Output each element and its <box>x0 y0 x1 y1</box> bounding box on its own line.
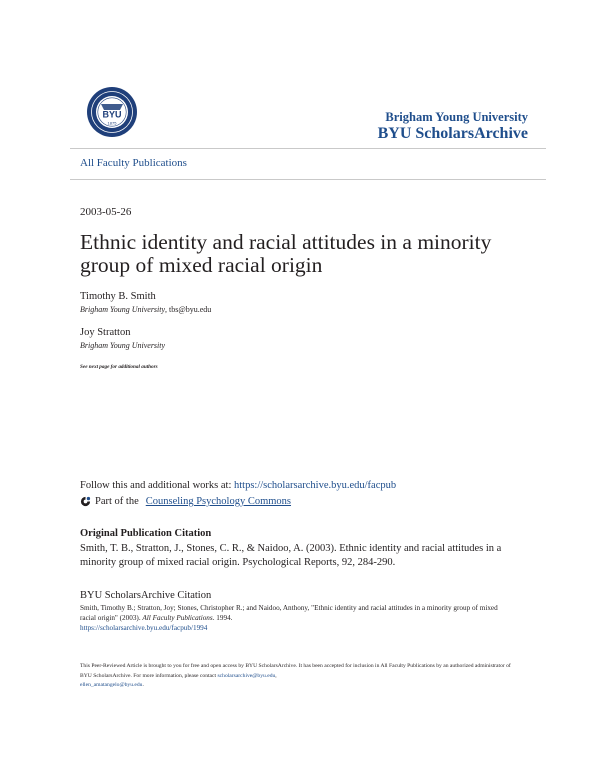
repository-name[interactable]: BYU ScholarsArchive <box>377 125 528 143</box>
collection-link[interactable]: All Faculty Publications <box>80 157 187 169</box>
part-of-line: Part of the Counseling Psychology Commons <box>80 496 291 507</box>
footer-access-note: This Peer-Reviewed Article is brought to you for free and open access by BYU ScholarsArchive. It has been accepted for inclusion in All Faculty Publications by an authorized administrator of BYU ScholarsArchive. For more information, please contact scholarsarchive@byu.edu, ellen_amatangelo@byu.edu. <box>80 663 511 688</box>
author-affiliation: Brigham Young University, tbs@byu.edu <box>80 305 212 314</box>
journal-name: All Faculty Publications <box>142 614 213 622</box>
facpub-link[interactable]: https://scholarsarchive.byu.edu/facpub <box>234 480 397 491</box>
original-citation-heading: Original Publication Citation <box>80 528 212 539</box>
citation-url-link[interactable]: https://scholarsarchive.byu.edu/facpub/1994 <box>80 624 208 632</box>
counseling-psychology-commons-link[interactable]: Counseling Psychology Commons <box>145 496 292 507</box>
seal-text: BYU <box>102 109 122 120</box>
divider-bottom <box>70 179 546 180</box>
publication-date: 2003-05-26 <box>80 206 132 218</box>
author-name: Timothy B. Smith <box>80 291 156 302</box>
seal-year: 1875 <box>107 120 117 126</box>
article-title: Ethnic identity and racial attitudes in a minority group of mixed racial origin <box>80 230 492 277</box>
follow-line: Follow this and additional works at: https://scholarsarchive.byu.edu/facpub <box>80 480 397 491</box>
institution-name: Brigham Young University <box>385 110 528 124</box>
see-next-page-note: See next page for additional authors <box>80 364 158 370</box>
original-citation-text: Smith, T. B., Stratton, J., Stones, C. R., & Naidoo, A. (2003). Ethnic identity and racial attitudes in a minority group of mixed racial origin. Psychological Reports, 92, 284-290. <box>80 543 502 568</box>
institution-header <box>378 111 528 143</box>
author-name: Joy Stratton <box>80 327 131 338</box>
author-email: , tbs@byu.edu <box>165 305 212 314</box>
byu-citation-heading: BYU ScholarsArchive Citation <box>80 590 212 601</box>
university-seal-logo <box>86 86 138 138</box>
divider-top <box>70 148 546 149</box>
contact-email-link[interactable]: scholarsarchive@byu.edu <box>217 672 276 679</box>
contact-email-link-2[interactable]: ellen_amatangelo@byu.edu <box>80 682 143 688</box>
commons-icon <box>80 496 91 507</box>
author-affiliation: Brigham Young University <box>80 341 166 350</box>
byu-citation-text: Smith, Timothy B.; Stratton, Joy; Stones, Christopher R.; and Naidoo, Anthony, "Ethnic identity and racial attitudes in a minority group of mixed racial origin" (2003). All Faculty Publications. 1994. https://scholarsarchive.byu.edu/facpub/1994 <box>80 604 498 632</box>
